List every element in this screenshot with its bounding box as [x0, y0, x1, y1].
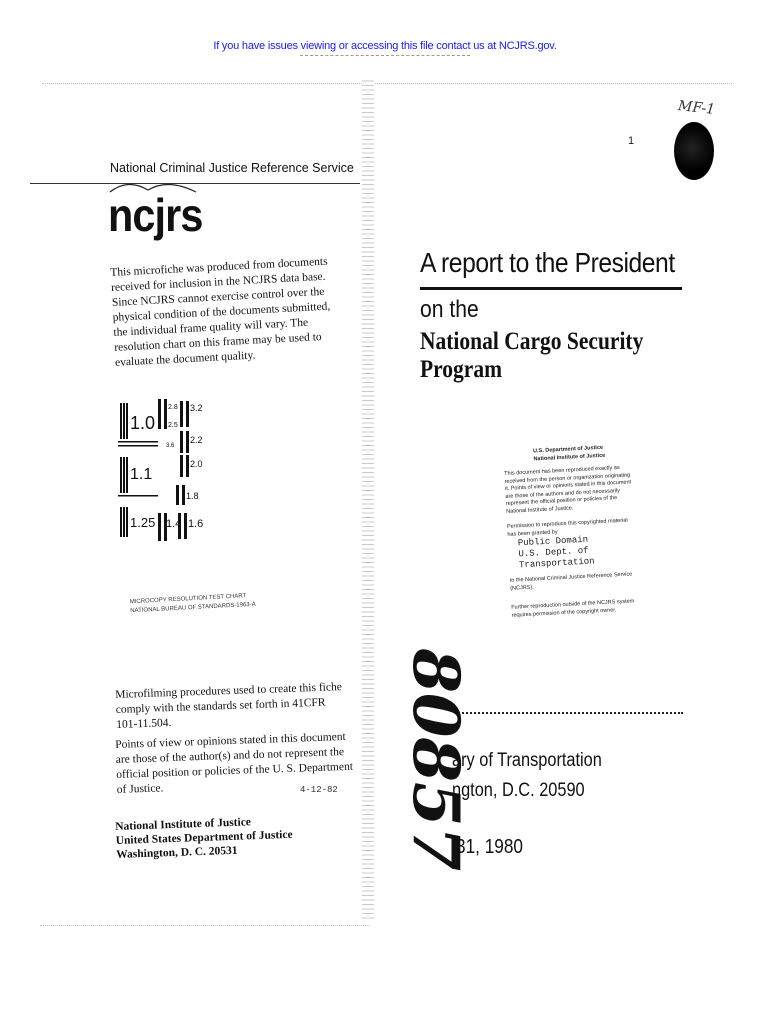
chart-label-2-0: 2.0	[190, 459, 203, 469]
scan-top-edge	[42, 83, 732, 84]
grantee-public-domain: Public Domain	[517, 534, 589, 549]
ncjrs-contact-banner[interactable]: If you have issues viewing or accessing this file contact us at NCJRS.gov.	[213, 40, 557, 52]
chart-label-1-6: 1.6	[188, 518, 204, 530]
nij-line-2: United States Department of Justice	[115, 828, 293, 847]
accession-number-text: 80857	[397, 648, 473, 872]
chart-label-1-1: 1.1	[130, 466, 153, 483]
nij-line-1: National Institute of Justice	[115, 816, 252, 833]
ncjrs-logo: ncjrs	[108, 189, 203, 241]
chart-label-3-6: 3.6	[166, 443, 175, 449]
chart-label-1-25: 1.25	[130, 515, 156, 530]
permission-header1: U.S. Department of Justice	[532, 444, 604, 455]
dotted-rule	[455, 712, 683, 714]
chart-label-2-5: 2.5	[168, 422, 178, 429]
chart-label-3-2: 3.2	[190, 403, 203, 413]
chart-label-1-8: 1.8	[186, 491, 199, 501]
nij-address	[115, 814, 293, 862]
permission-notice	[503, 443, 642, 620]
grantee-dot: U.S. Dept. of Transportation	[518, 545, 595, 571]
permission-body: This document has been reproduced exactly as received from the person or organization originating it. Points of view or opinions stated in this document are those of the authors and do not necessarily represent the official position or policies of the National Institute of Justice.	[504, 464, 632, 515]
title-rule	[420, 287, 682, 290]
resolution-chart	[118, 395, 208, 545]
microfilming-statement: Microfilming procedures used to create this fiche comply with the standards set forth in 41CFR 101-11.504.	[115, 681, 343, 731]
dept-line2: ngton, D.C. 20590	[452, 780, 585, 801]
small-mark: 1	[628, 135, 635, 147]
permission-to-line: to the National Criminal Justice Reference Service (NCJRS).	[509, 571, 633, 592]
report-date: 31, 1980	[456, 836, 523, 858]
service-name: National Criminal Justice Reference Service	[110, 161, 354, 175]
permission-grant-line: Permission to reproduce this copyrighted material has been granted by	[506, 517, 628, 538]
points-of-view-statement: Points of view or opinions stated in this document are those of the author(s) and do not represent the official position or policies of the U. S. Department of Justice.	[115, 730, 354, 796]
permission-further: Further reproduction outside of the NCJRS system requires permission of the copyright owner.	[511, 598, 635, 619]
punch-hole-icon	[674, 122, 714, 180]
scan-bottom-edge	[40, 925, 370, 926]
nij-line-3: Washington, D. C. 20531	[116, 844, 238, 861]
microfiche-disclaimer: This microfiche was produced from documents received for inclusion in the NCJRS data base. Since NCJRS cannot exercise control over the physical condition of the documents submitted, the individual frame quality will vary. The resolution chart on this frame may be used to evaluate the document quality.	[110, 255, 331, 369]
report-title-line1: A report to the President	[420, 247, 675, 278]
handwritten-note: MF-1	[677, 98, 716, 118]
report-title-line3: National Cargo Security Program	[420, 328, 644, 383]
report-title-line2: on the	[420, 296, 479, 323]
chart-label-2-8: 2.8	[168, 404, 178, 411]
date-stamp: 4-12-82	[300, 785, 338, 795]
chart-label-1-4: 1.4	[166, 518, 182, 530]
permission-header2: National Institute of Justice	[533, 452, 606, 462]
chart-label-2-2: 2.2	[190, 435, 203, 445]
banner-underline	[300, 55, 470, 56]
chart-label-1-0: 1.0	[130, 413, 156, 433]
department-address	[452, 746, 602, 806]
chart-caption	[130, 592, 256, 617]
chart-caption-line2: NATIONAL BUREAU OF STANDARDS-1963-A	[130, 601, 256, 615]
dept-line1: ary of Transportation	[452, 750, 602, 771]
chart-caption-line1: MICROCOPY RESOLUTION TEST CHART	[129, 593, 247, 606]
